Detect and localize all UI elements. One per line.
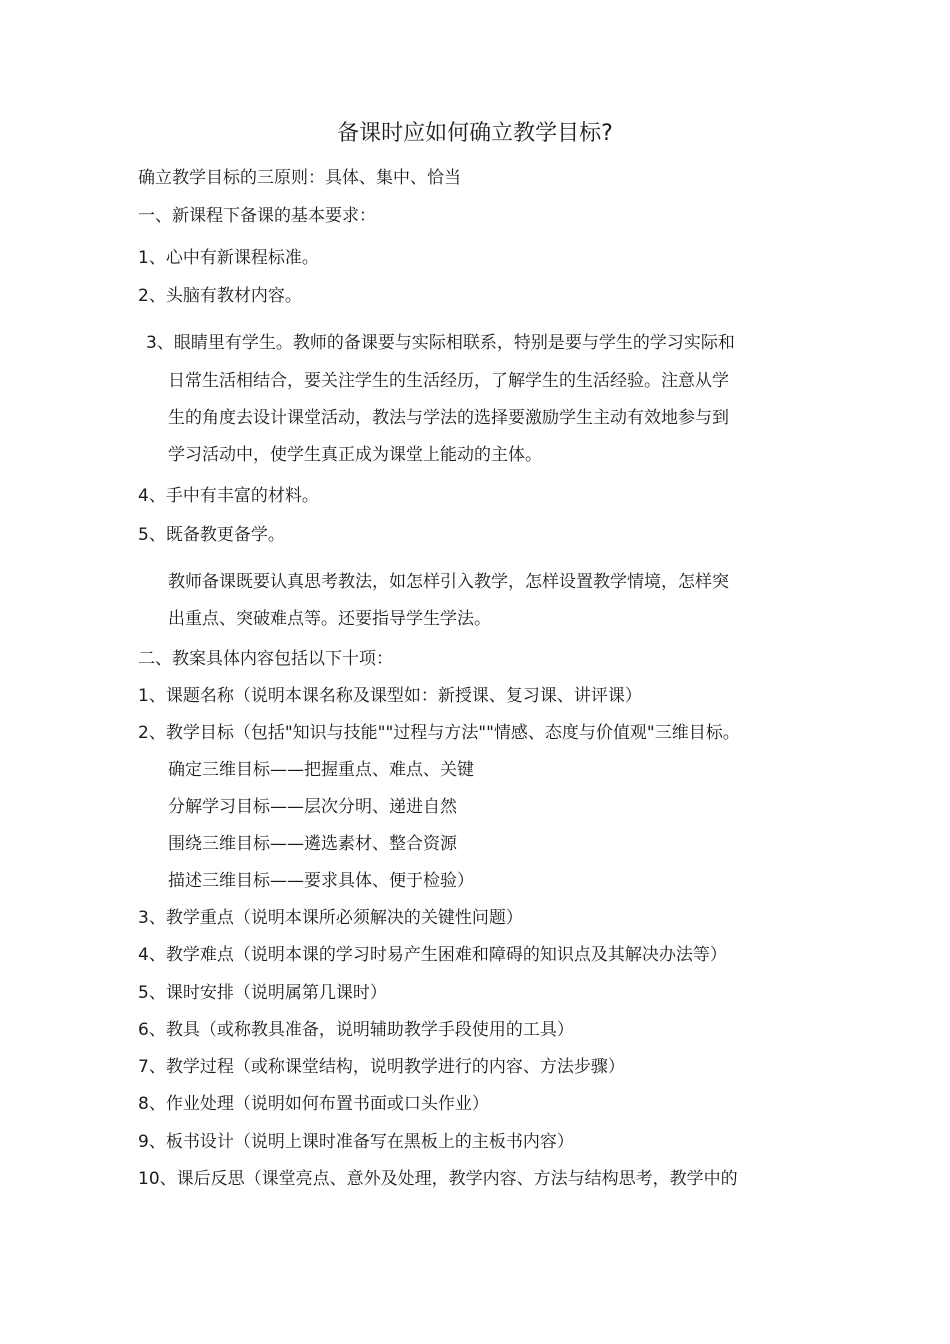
list-item: 6、教具（或称教具准备，说明辅助教学手段使用的工具）	[138, 1020, 574, 1040]
principles-line: 确立教学目标的三原则：具体、集中、恰当	[138, 168, 461, 188]
sub-item: 描述三维目标——要求具体、便于检验）	[168, 871, 474, 891]
list-item: 2、头脑有教材内容。	[138, 286, 302, 306]
paragraph-line: 学习活动中，使学生真正成为课堂上能动的主体。	[168, 445, 542, 465]
list-item: 7、教学过程（或称课堂结构，说明教学进行的内容、方法步骤）	[138, 1057, 625, 1077]
sub-item: 围绕三维目标——遴选素材、整合资源	[168, 834, 457, 854]
list-item: 4、手中有丰富的材料。	[138, 486, 319, 506]
paragraph-line: 教师备课既要认真思考教法，如怎样引入教学，怎样设置教学情境，怎样突	[168, 572, 729, 592]
list-item: 1、心中有新课程标准。	[138, 248, 319, 268]
list-item: 5、既备教更备学。	[138, 525, 285, 545]
paragraph-line: 日常生活相结合，要关注学生的生活经历，了解学生的生活经验。注意从学	[168, 371, 729, 391]
list-item: 3、教学重点（说明本课所必须解决的关键性问题）	[138, 908, 523, 928]
list-item: 1、课题名称（说明本课名称及课型如：新授课、复习课、讲评课）	[138, 686, 642, 706]
list-item: 5、课时安排（说明属第几课时）	[138, 983, 387, 1003]
list-item: 2、教学目标（包括"知识与技能""过程与方法""情感、态度与价值观"三维目标。	[138, 723, 740, 743]
sub-item: 分解学习目标——层次分明、递进自然	[168, 797, 457, 817]
list-item: 8、作业处理（说明如何布置书面或口头作业）	[138, 1094, 489, 1114]
document-title: 备课时应如何确立教学目标?	[337, 121, 613, 146]
list-item: 3、眼睛里有学生。教师的备课要与实际相联系，特别是要与学生的学习实际和	[146, 333, 735, 353]
section-two-heading: 二、教案具体内容包括以下十项：	[138, 649, 393, 669]
sub-item: 确定三维目标——把握重点、难点、关键	[168, 760, 474, 780]
section-one-heading: 一、新课程下备课的基本要求：	[138, 206, 376, 226]
list-item: 9、板书设计（说明上课时准备写在黑板上的主板书内容）	[138, 1132, 574, 1152]
list-item: 4、教学难点（说明本课的学习时易产生困难和障碍的知识点及其解决办法等）	[138, 945, 727, 965]
paragraph-line: 生的角度去设计课堂活动，教法与学法的选择要激励学生主动有效地参与到	[168, 408, 729, 428]
list-item: 10、课后反思（课堂亮点、意外及处理，教学内容、方法与结构思考，教学中的	[138, 1169, 738, 1189]
paragraph-line: 出重点、突破难点等。还要指导学生学法。	[168, 609, 491, 629]
